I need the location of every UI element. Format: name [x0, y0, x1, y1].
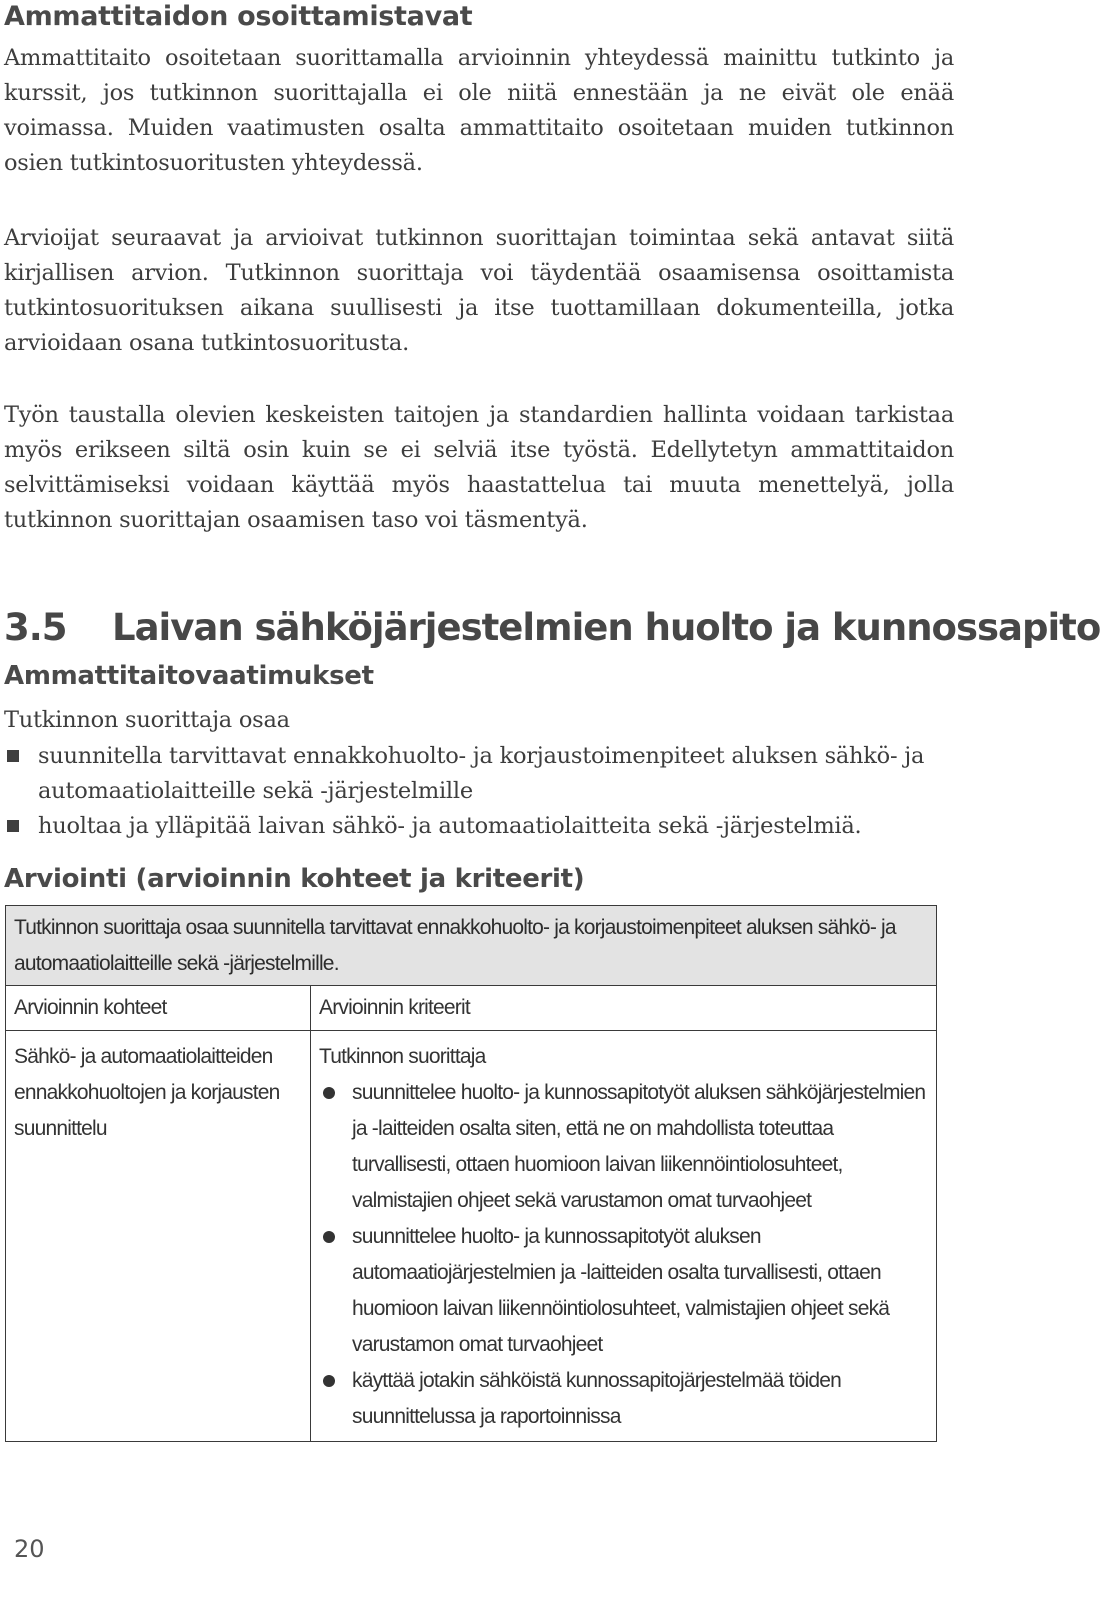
- square-bullet-icon: [7, 820, 19, 832]
- requirements-heading: Ammattitaitovaatimukset: [4, 661, 374, 691]
- list-item: [4, 809, 954, 844]
- round-bullet-icon: [323, 1231, 335, 1243]
- section-heading-demonstration-methods: Ammattitaidon osoittamistavat: [4, 1, 473, 32]
- assessment-table: [5, 905, 937, 1442]
- page-number: 20: [14, 1535, 45, 1563]
- criterion-text: suunnittelee huolto- ja kunnossapitotyöt aluksen sähköjärjestelmien ja -laitteiden osalta siten, että ne on mahdollista toteuttaa turvallisesti, ottaen huomioon laivan liikennöintiolosuhteet, valmistajien ohjeet sekä varustamon omat turvaohjeet: [352, 1081, 926, 1212]
- criterion-text: suunnittelee huolto- ja kunnossapitotyöt aluksen automaatiojärjestelmien ja -laitteiden osalta turvallisesti, ottaen huomioon laivan liikennöintiolosuhteet, valmistajien ohjeet sekä varustamon omat turvaohjeet: [352, 1225, 890, 1356]
- paragraph-2: Arvioijat seuraavat ja arvioivat tutkinnon suorittajan toimintaa sekä antavat siitä kirjallisen arvion. Tutkinnon suorittaja voi täydentää osaamisensa osoittamista tutkintosuorituksen aikana suullisesti ja itse tuottamillaan dokumenteilla, jotka arvioidaan osana tutkintosuoritusta.: [4, 225, 954, 356]
- list-item: [319, 1075, 928, 1219]
- round-bullet-icon: [323, 1087, 335, 1099]
- column-heading-criteria: Arvioinnin kriteerit: [319, 996, 470, 1019]
- table-header: Tutkinnon suorittaja osaa suunnitella tarvittavat ennakkohuolto- ja korjaustoimenpiteet aluksen sähkö- ja automaatiolaitteille sekä -järjestelmille.: [6, 906, 936, 986]
- paragraph-3: Työn taustalla olevien keskeisten taitojen ja standardien hallinta voidaan tarkistaa myös erikseen siltä osin kuin se ei selviä itse työstä. Edellytetyn ammattitaidon selvittämiseksi voidaan käyttää myös haastattelua tai muuta menettelyä, jolla tutkinnon suorittajan osaamisen taso voi täsmentyä.: [4, 402, 954, 533]
- criteria-intro: Tutkinnon suorittaja: [319, 1045, 486, 1068]
- criteria-list: [319, 1075, 928, 1435]
- section-title-text: Laivan sähköjärjestelmien huolto ja kunnossapito: [112, 606, 1100, 649]
- section-title: [4, 606, 1100, 650]
- assessment-criteria: [311, 1031, 936, 1441]
- square-bullet-icon: [7, 750, 19, 762]
- section-number: 3.5: [4, 606, 67, 649]
- table-row: [6, 1031, 936, 1441]
- round-bullet-icon: [323, 1375, 335, 1387]
- assessment-heading: Arviointi (arvioinnin kohteet ja kriteerit): [4, 864, 585, 894]
- column-heading-targets: Arvioinnin kohteet: [6, 986, 311, 1030]
- requirements-intro: Tutkinnon suorittaja osaa: [4, 707, 290, 733]
- list-item: [4, 739, 954, 809]
- table-column-headers: [6, 986, 936, 1031]
- list-item: [319, 1219, 928, 1363]
- list-item: [319, 1363, 928, 1435]
- requirement-text: huoltaa ja ylläpitää laivan sähkö- ja automaatiolaitteita sekä -järjestelmiä.: [38, 813, 862, 839]
- criterion-text: käyttää jotakin sähköistä kunnossapitojärjestelmää töiden suunnittelussa ja raportoinnissa: [352, 1369, 842, 1428]
- requirement-text: suunnitella tarvittavat ennakkohuolto- ja korjaustoimenpiteet aluksen sähkö- ja automaatiolaitteille sekä -järjestelmille: [38, 743, 925, 804]
- requirements-list: [4, 739, 954, 844]
- assessment-target: Sähkö- ja automaatiolaitteiden ennakkohuoltojen ja korjausten suunnittelu: [6, 1031, 311, 1441]
- paragraph-1: Ammattitaito osoitetaan suorittamalla arvioinnin yhteydessä mainittu tutkinto ja kurssit, jos tutkinnon suorittajalla ei ole niitä ennestään ja ne eivät ole enää voimassa. Muiden vaatimusten osalta ammattitaito osoitetaan muiden tutkinnon osien tutkintosuoritusten yhteydessä.: [4, 45, 954, 176]
